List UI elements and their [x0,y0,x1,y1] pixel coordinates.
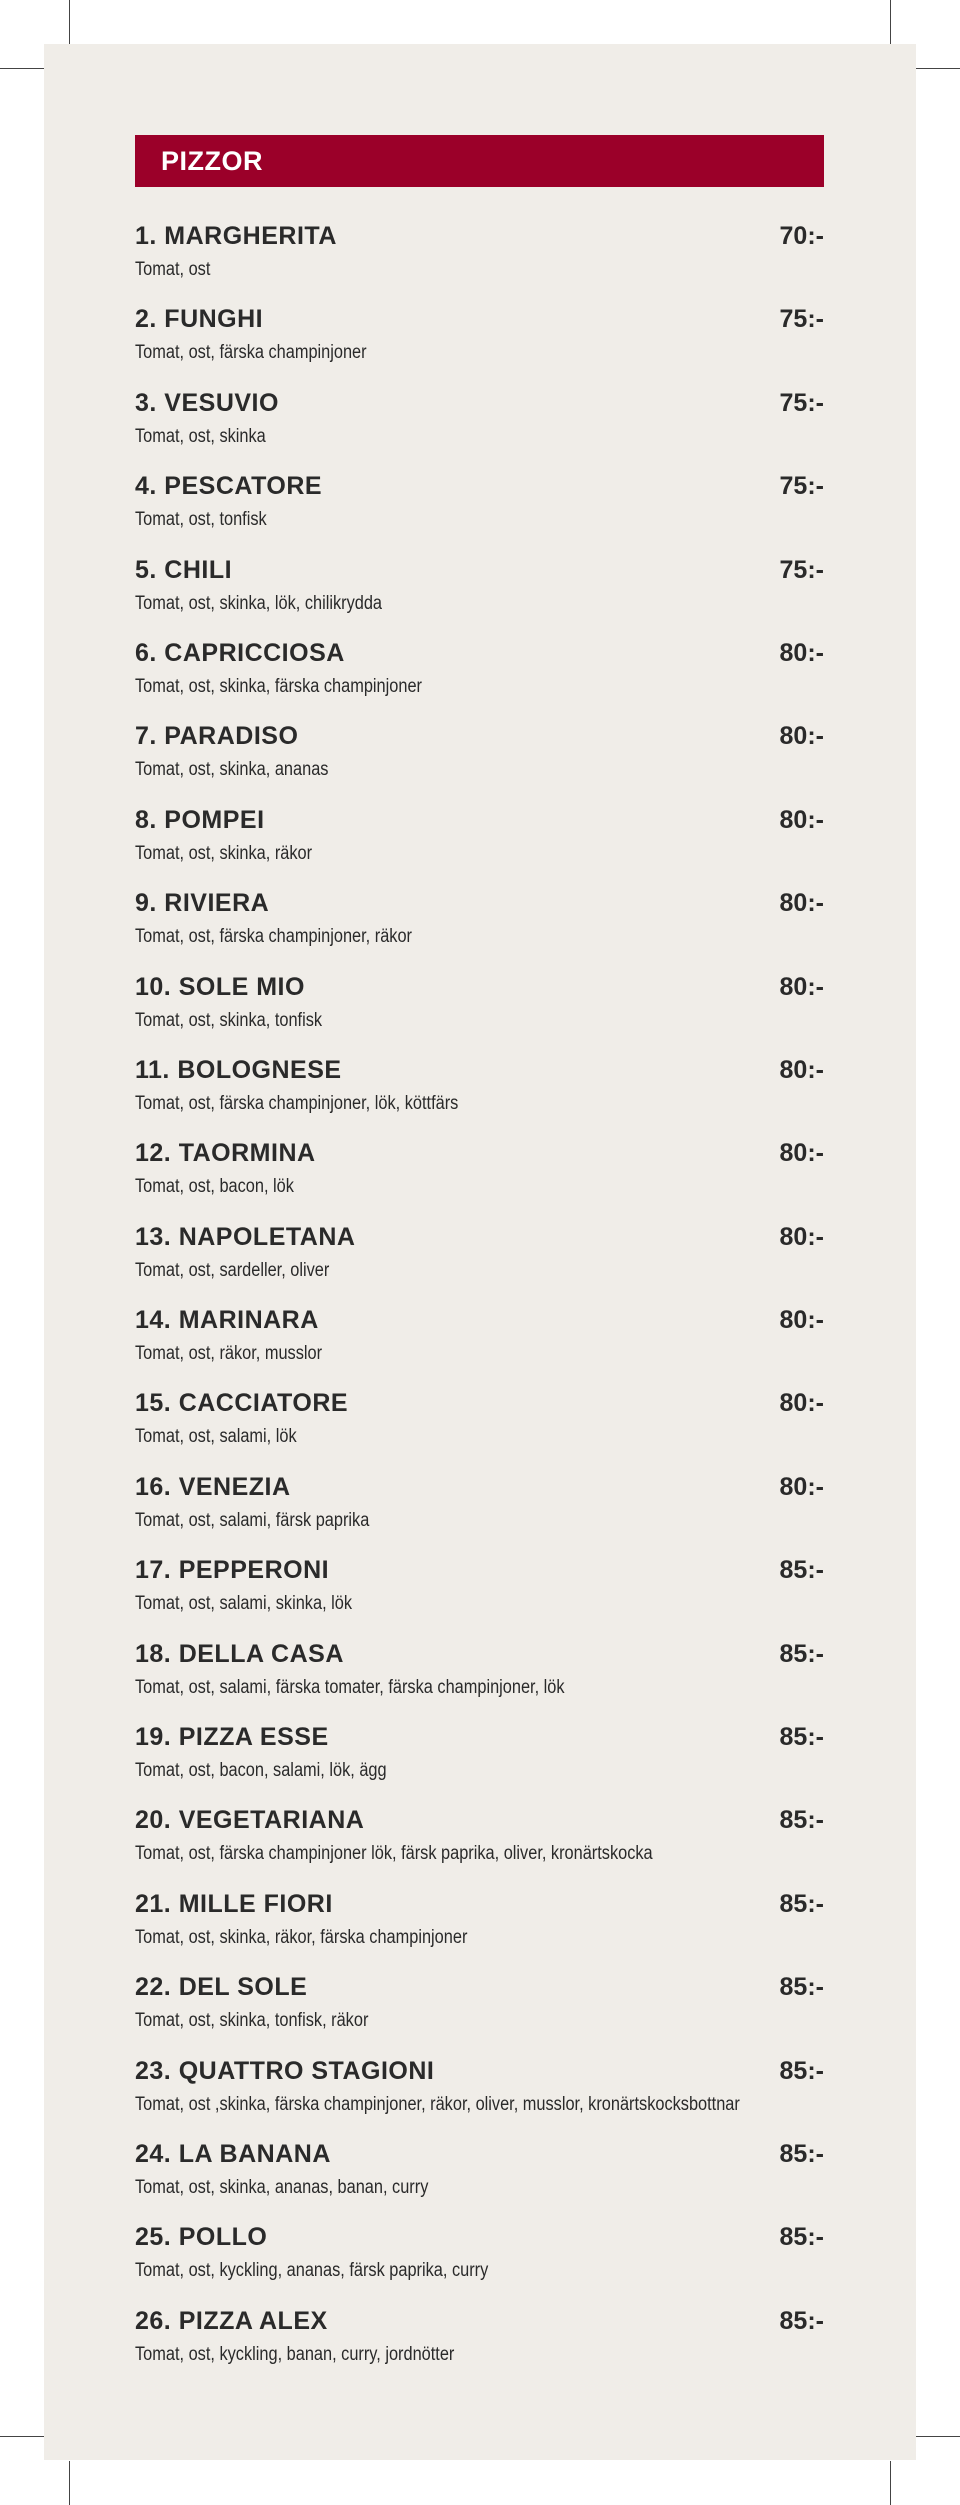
menu-item-list [135,218,824,2386]
menu-item [135,1969,824,2052]
menu-item-price: 85:- [779,1889,824,1918]
crop-mark-bottom-right-vertical [890,2461,891,2505]
menu-item-name: 21. MILLE FIORI [135,1889,333,1918]
menu-item-name: 16. VENEZIA [135,1472,291,1501]
menu-item-description: Tomat, ost, skinka [135,425,266,447]
menu-item-price: 80:- [779,889,824,918]
menu-item-name: 4. PESCATORE [135,472,323,501]
menu-item-price: 80:- [779,1055,824,1084]
menu-item-description: Tomat, ost, kyckling, ananas, färsk paprika, curry [135,2260,489,2282]
crop-mark-bottom-left-vertical [69,2461,70,2505]
menu-item [135,802,824,885]
menu-item-price: 80:- [779,1472,824,1501]
menu-item-name: 2. FUNGHI [135,305,264,334]
menu-item [135,1719,824,1802]
menu-item-name: 9. RIVIERA [135,889,270,918]
menu-item [135,218,824,301]
menu-item [135,718,824,801]
crop-mark-bottom-right-horizontal [916,2436,960,2437]
menu-item-price: 80:- [779,1389,824,1418]
menu-item-price: 80:- [779,1222,824,1251]
menu-item-name: 12. TAORMINA [135,1139,316,1168]
menu-item-price: 80:- [779,972,824,1001]
menu-item-description: Tomat, ost, skinka, lök, chilikrydda [135,592,383,614]
menu-item [135,2136,824,2219]
menu-item-price: 70:- [779,222,824,250]
menu-item [135,635,824,718]
menu-item [135,1385,824,1468]
menu-item-name: 1. MARGHERITA [135,222,337,250]
menu-item-price: 85:- [779,1806,824,1835]
menu-item-price: 80:- [779,1139,824,1168]
menu-item-name: 15. CACCIATORE [135,1389,349,1418]
menu-item [135,1219,824,1302]
menu-item-description: Tomat, ost ,skinka, färska champinjoner, räkor, oliver, musslor, kronärtskocksbottnar [135,2093,740,2115]
section-header: PIZZOR [135,135,824,187]
menu-item-description: Tomat, ost, salami, färsk paprika [135,1509,370,1531]
menu-item-name: 14. MARINARA [135,1306,319,1335]
menu-item [135,1135,824,1218]
menu-item-price: 85:- [779,2056,824,2085]
menu-item-description: Tomat, ost, färska champinjoner, räkor [135,926,413,948]
menu-item-price: 80:- [779,1306,824,1335]
menu-item-name: 13. NAPOLETANA [135,1222,356,1251]
menu-item-name: 10. SOLE MIO [135,972,305,1001]
crop-mark-top-right-vertical [890,0,891,44]
menu-item [135,1052,824,1135]
menu-item-description: Tomat, ost, salami, färska tomater, färska champinjoner, lök [135,1676,565,1698]
menu-item-description: Tomat, ost, räkor, musslor [135,1343,323,1365]
crop-mark-top-left-vertical [69,0,70,44]
menu-item [135,552,824,635]
menu-item [135,1802,824,1885]
menu-item-price: 85:- [779,1973,824,2002]
menu-item-name: 22. DEL SOLE [135,1973,308,2002]
menu-item-name: 19. PIZZA ESSE [135,1723,329,1752]
menu-item-price: 85:- [779,2306,824,2335]
menu-item-description: Tomat, ost, skinka, ananas [135,759,329,781]
menu-item-price: 75:- [779,388,824,417]
menu-item [135,885,824,968]
menu-item-description: Tomat, ost, sardeller, oliver [135,1259,330,1281]
menu-item [135,2219,824,2302]
menu-item-price: 85:- [779,1639,824,1668]
menu-item-name: 7. PARADISO [135,722,299,751]
menu-item-description: Tomat, ost, färska champinjoner, lök, köttfärs [135,1092,459,1114]
menu-item-price: 80:- [779,805,824,834]
menu-item-name: 5. CHILI [135,555,233,584]
crop-mark-top-left-horizontal [0,68,44,69]
menu-item-name: 20. VEGETARIANA [135,1806,365,1835]
menu-item-name: 18. DELLA CASA [135,1639,344,1668]
menu-item-price: 80:- [779,722,824,751]
menu-item-price: 85:- [779,2223,824,2252]
crop-mark-top-right-horizontal [916,68,960,69]
menu-item-price: 75:- [779,305,824,334]
crop-mark-bottom-left-horizontal [0,2436,44,2437]
menu-item-name: 24. LA BANANA [135,2139,331,2168]
menu-item-price: 80:- [779,638,824,667]
menu-item-description: Tomat, ost, bacon, salami, lök, ägg [135,1760,387,1782]
menu-item [135,468,824,551]
menu-item-description: Tomat, ost, skinka, ananas, banan, curry [135,2176,429,2198]
menu-item [135,1469,824,1552]
menu-item-name: 6. CAPRICCIOSA [135,638,345,667]
menu-item-name: 26. PIZZA ALEX [135,2306,328,2335]
menu-item-description: Tomat, ost, färska champinjoner [135,342,367,364]
menu-item-description: Tomat, ost, skinka, räkor [135,842,313,864]
menu-item-description: Tomat, ost, färska champinjoner lök, färsk paprika, oliver, kronärtskocka [135,1843,653,1865]
menu-item [135,1552,824,1635]
menu-item [135,2303,824,2386]
menu-item [135,385,824,468]
menu-item-description: Tomat, ost [135,259,211,280]
menu-item-description: Tomat, ost, kyckling, banan, curry, jordnötter [135,2343,455,2365]
menu-item-description: Tomat, ost, salami, lök [135,1426,297,1448]
menu-item-description: Tomat, ost, skinka, färska champinjoner [135,675,422,697]
menu-item-name: 8. POMPEI [135,805,265,834]
menu-item-price: 85:- [779,2139,824,2168]
menu-item-name: 11. BOLOGNESE [135,1055,342,1084]
menu-item-name: 17. PEPPERONI [135,1556,330,1585]
menu-item-name: 25. POLLO [135,2223,268,2252]
menu-item-description: Tomat, ost, bacon, lök [135,1176,294,1198]
menu-item-price: 85:- [779,1723,824,1752]
menu-item-description: Tomat, ost, skinka, tonfisk [135,1009,323,1031]
menu-item [135,1886,824,1969]
menu-item-price: 85:- [779,1556,824,1585]
menu-item [135,301,824,384]
menu-item-price: 75:- [779,555,824,584]
menu-item-name: 23. QUATTRO STAGIONI [135,2056,435,2085]
menu-item-description: Tomat, ost, tonfisk [135,509,267,531]
menu-item-price: 75:- [779,472,824,501]
menu-item [135,1302,824,1385]
menu-item [135,1636,824,1719]
menu-item [135,2053,824,2136]
menu-item-name: 3. VESUVIO [135,388,279,417]
menu-item-description: Tomat, ost, skinka, tonfisk, räkor [135,2010,369,2032]
menu-item [135,969,824,1052]
menu-item-description: Tomat, ost, salami, skinka, lök [135,1593,353,1615]
menu-item-description: Tomat, ost, skinka, räkor, färska champinjoner [135,1926,468,1948]
